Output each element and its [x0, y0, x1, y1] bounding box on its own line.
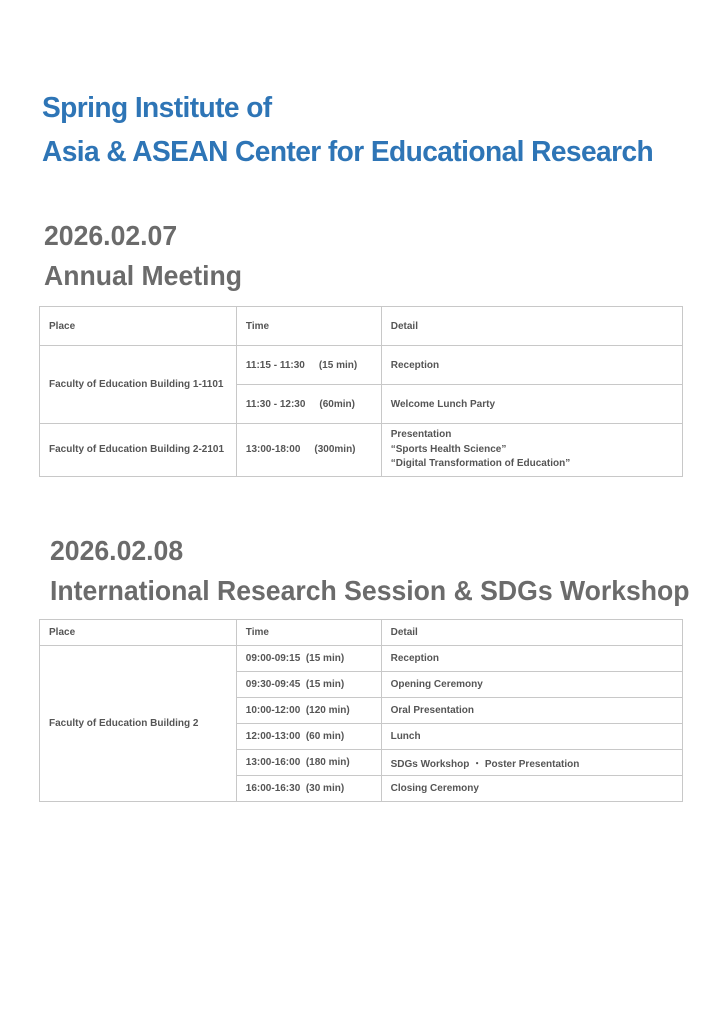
header-place: Place	[40, 307, 237, 346]
time-range: 11:15 - 11:30	[245, 359, 305, 371]
detail-cell: SDGs Workshop ・ Poster Presentation	[381, 750, 682, 776]
detail-line: Presentation	[390, 429, 452, 441]
table-row	[40, 346, 683, 385]
time-cell: 10:00-12:00 (120 min)	[236, 698, 381, 724]
section1-name: Annual Meeting	[44, 260, 243, 291]
detail-cell	[381, 424, 682, 477]
section2-date: 2026.02.08	[50, 535, 184, 566]
place-cell: Faculty of Education Building 1-1101	[40, 346, 237, 424]
section2-heading	[50, 531, 690, 611]
time-range: 13:00-18:00	[245, 443, 301, 455]
time-cell: 09:00-09:15 (15 min)	[236, 646, 381, 672]
header-detail: Detail	[381, 307, 682, 346]
table-row	[40, 646, 683, 672]
time-cell	[236, 346, 381, 385]
detail-cell: Welcome Lunch Party	[381, 385, 682, 424]
duration: (60min)	[319, 398, 355, 410]
section1-heading	[44, 216, 242, 296]
time-range: 11:30 - 12:30	[245, 398, 306, 410]
title-line-1: Spring Institute of	[42, 92, 272, 124]
section2-schedule-table	[39, 619, 683, 802]
detail-line: “Digital Transformation of Education”	[390, 458, 571, 470]
detail-cell: Opening Ceremony	[381, 672, 682, 698]
time-cell: 09:30-09:45 (15 min)	[236, 672, 381, 698]
detail-cell: Closing Ceremony	[381, 776, 682, 802]
detail-cell: Reception	[381, 346, 682, 385]
header-place: Place	[40, 620, 237, 646]
header-time: Time	[236, 307, 381, 346]
table-header-row	[40, 620, 683, 646]
time-cell	[236, 424, 381, 477]
time-cell: 12:00-13:00 (60 min)	[236, 724, 381, 750]
place-cell: Faculty of Education Building 2	[40, 646, 237, 802]
section1-date: 2026.02.07	[44, 220, 178, 251]
table-row	[40, 424, 683, 477]
header-detail: Detail	[381, 620, 682, 646]
duration: (15 min)	[318, 359, 358, 371]
table-header-row	[40, 307, 683, 346]
duration: (300min)	[314, 443, 356, 455]
section1-schedule-table	[39, 306, 683, 477]
title-line-2: Asia & ASEAN Center for Educational Research	[42, 136, 654, 168]
place-cell: Faculty of Education Building 2-2101	[40, 424, 237, 477]
detail-cell: Lunch	[381, 724, 682, 750]
section2-name: International Research Session & SDGs Workshop	[50, 575, 690, 606]
detail-line: “Sports Health Science”	[390, 443, 507, 455]
time-cell	[236, 385, 381, 424]
time-cell: 13:00-16:00 (180 min)	[236, 750, 381, 776]
detail-cell: Oral Presentation	[381, 698, 682, 724]
detail-cell: Reception	[381, 646, 682, 672]
document-title	[42, 86, 653, 174]
header-time: Time	[236, 620, 381, 646]
time-cell: 16:00-16:30 (30 min)	[236, 776, 381, 802]
